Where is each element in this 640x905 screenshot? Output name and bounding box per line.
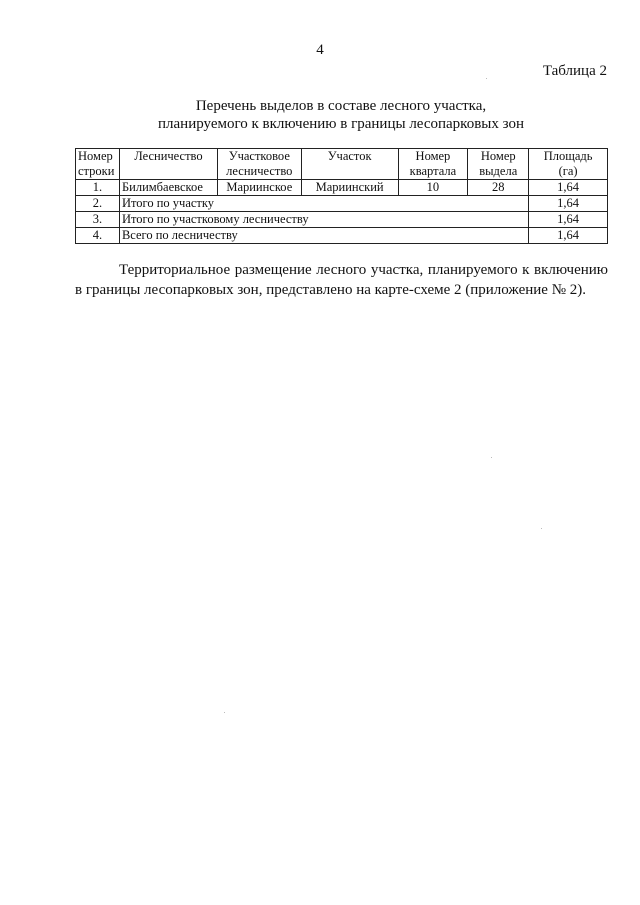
table-label: Таблица 2	[542, 63, 607, 79]
table-title-line-1: Перечень выделов в составе лесного участка,	[195, 98, 487, 114]
header-quarter-number	[398, 149, 468, 180]
header-allotment-number-line-2: выдела	[479, 164, 518, 178]
cell-area: 1,64	[529, 196, 608, 212]
header-quarter-number-line-2: квартала	[409, 164, 457, 178]
cell-area: 1,64	[529, 180, 608, 196]
cell-row-number: 3.	[76, 212, 120, 228]
header-district-forestry	[217, 149, 301, 180]
header-row-number-line-2: строки	[78, 164, 115, 178]
total-row-district-forestry	[76, 212, 608, 228]
header-section	[301, 149, 398, 180]
header-allotment-number-line-1: Номер	[480, 149, 516, 163]
cell-forestry: Билимбаевское	[119, 180, 217, 196]
cell-allotment: 28	[468, 180, 529, 196]
scan-speck	[486, 78, 487, 79]
cell-district-forestry: Мариинское	[217, 180, 301, 196]
header-area	[529, 149, 608, 180]
header-row-number-line-1: Номер	[78, 149, 113, 163]
cell-section: Мариинский	[301, 180, 398, 196]
total-row-section	[76, 196, 608, 212]
body-paragraph: Территориальное размещение лесного участка, планируемого к включению в границы лесопарковых зон, представлено на карте-схеме 2 (приложение № 2).	[75, 262, 608, 298]
header-forestry-line-1: Лесничество	[134, 149, 203, 163]
cell-row-number: 2.	[76, 196, 120, 212]
header-allotment-number	[468, 149, 529, 180]
cell-area: 1,64	[529, 212, 608, 228]
header-row-number	[76, 149, 120, 180]
cell-total-label: Итого по участковому лесничеству	[119, 212, 528, 228]
header-district-forestry-line-1: Участковое	[228, 149, 290, 163]
total-row-forestry	[76, 228, 608, 244]
cell-quarter: 10	[398, 180, 468, 196]
allotments-table	[75, 148, 608, 244]
scan-speck	[491, 457, 492, 458]
scan-speck	[224, 712, 225, 713]
table-title-line-2: планируемого к включению в границы лесопарковых зон	[158, 116, 524, 132]
header-district-forestry-line-2: лесничество	[226, 164, 293, 178]
page-number: 4	[316, 42, 324, 58]
cell-area: 1,64	[529, 228, 608, 244]
scan-speck	[541, 528, 542, 529]
cell-row-number: 1.	[76, 180, 120, 196]
header-area-line-2: (га)	[558, 164, 578, 178]
cell-total-label: Итого по участку	[119, 196, 528, 212]
header-area-line-1: Площадь	[543, 149, 593, 163]
cell-row-number: 4.	[76, 228, 120, 244]
header-quarter-number-line-1: Номер	[415, 149, 451, 163]
table-row	[76, 180, 608, 196]
table-title	[0, 97, 640, 133]
cell-total-label: Всего по лесничеству	[119, 228, 528, 244]
header-forestry	[119, 149, 217, 180]
table-header-row	[76, 149, 608, 180]
header-section-line-1: Участок	[327, 149, 372, 163]
